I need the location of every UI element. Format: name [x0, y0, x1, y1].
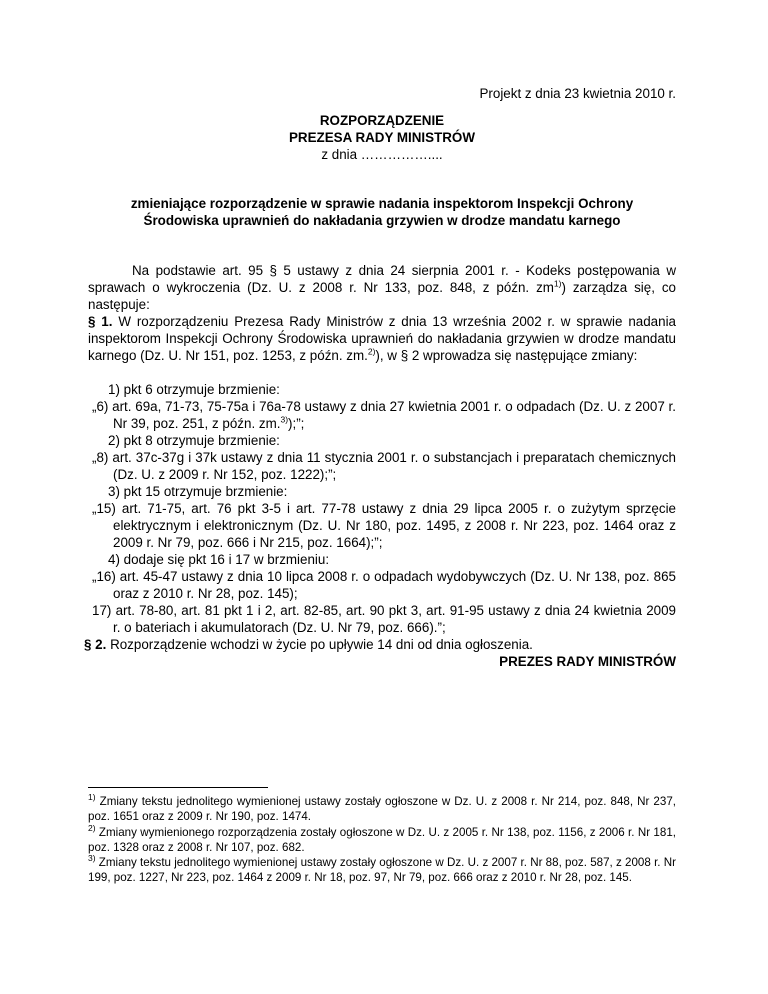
footnote-ref-2: 2): [367, 346, 376, 357]
paragraph-1-text: W rozporządzeniu Prezesa Rady Ministrów z dnia 13 września 2002 r. w sprawie nadania inspektorom Inspekcji Ochrony Środowiska uprawnień do nakładania grzywien w drodze mandatu karnego (Dz. U. Nr 151, poz. 1253, z późn. zm.: [88, 314, 676, 363]
point-6-text-end: );”;: [288, 416, 305, 431]
footnote-ref-1: 1): [553, 278, 562, 289]
main-body: [84, 262, 676, 653]
footnote-3: [88, 855, 676, 886]
footnote-2: [88, 822, 676, 856]
amended-point-6: [88, 398, 676, 432]
amendment-intro-3: 3) pkt 15 otrzymuje brzmienie:: [108, 484, 288, 499]
title-line-1: ROZPORZĄDZENIE: [319, 113, 445, 128]
preamble: [88, 262, 676, 313]
paragraph-1-label: § 1.: [88, 314, 113, 329]
footnote-ref-3: 3): [280, 414, 289, 425]
subject-line-2: Środowiska uprawnień do nakładania grzywien w drodze mandatu karnego: [143, 213, 621, 228]
added-point-17: 17) art. 78-80, art. 81 pkt 1 i 2, art. 82-85, art. 90 pkt 3, art. 91-95 ustawy z dnia 24 kwietnia 2009 r. o bateriach i akumulatorach (Dz. U. Nr 79, poz. 666).”;: [92, 603, 676, 635]
preamble-text: Na podstawie art. 95 § 5 ustawy z dnia 24 sierpnia 2001 r. - Kodeks postępowania w sprawach o wykroczenia (Dz. U. z 2008 r. Nr 133, poz. 848, z późn. zm: [88, 263, 676, 295]
paragraph-1: [88, 313, 676, 364]
footnote-separator: [88, 787, 268, 788]
date-line: z dnia ……………....: [321, 147, 443, 162]
preamble-text-end: ) zarządza się, co następuje:: [88, 280, 676, 312]
footnotes: [88, 787, 676, 886]
subject-line-1: zmieniające rozporządzenie w sprawie nadania inspektorom Inspekcji Ochrony: [130, 196, 634, 211]
footnote-2-text: Zmiany wymienionego rozporządzenia zostały ogłoszone w Dz. U. z 2005 r. Nr 138, poz. 1156, z 2006 r. Nr 181, poz. 1328 oraz z 2008 r. Nr 107, poz. 682.: [88, 825, 676, 854]
footnote-3-text: Zmiany tekstu jednolitego wymienionej ustawy zostały ogłoszone w Dz. U. z 2007 r. Nr 88, poz. 587, z 2008 r. Nr 199, poz. 1227, Nr 223, poz. 1464 z 2009 r. Nr 18, poz. 97, Nr 79, poz. 666 oraz z 2010 r. Nr 28, poz. 145.: [88, 856, 676, 885]
subject-heading: [88, 195, 676, 229]
amended-point-15: „15) art. 71-75, art. 76 pkt 3-5 i art. 77-78 ustawy z dnia 29 lipca 2005 r. o zużytym sprzęcie elektrycznym i elektronicznym (Dz. U. Nr 180, poz. 1495, z 2008 r. Nr 223, poz. 1464 oraz z 2009 r. Nr 79, poz. 666 i Nr 215, poz. 1664);”;: [92, 501, 676, 550]
added-point-16: „16) art. 45-47 ustawy z dnia 10 lipca 2008 r. o odpadach wydobywczych (Dz. U. Nr 138, poz. 865 oraz z 2010 r. Nr 28, poz. 145);: [92, 569, 676, 601]
amended-point-8: „8) art. 37c-37g i 37k ustawy z dnia 11 stycznia 2001 r. o substancjach i preparatach chemicznych (Dz. U. z 2009 r. Nr 152, poz. 1222);”;: [92, 450, 676, 482]
document-heading: [88, 112, 676, 163]
signature: PREZES RADY MINISTRÓW: [499, 654, 676, 669]
footnote-3-mark: 3): [88, 853, 96, 864]
amendment-intro-4: 4) dodaje się pkt 16 i 17 w brzmieniu:: [108, 552, 330, 567]
paragraph-1-text-end: ), w § 2 wprowadza się następujące zmiany:: [375, 348, 638, 363]
amendment-intro-1: 1) pkt 6 otrzymuje brzmienie:: [108, 382, 280, 397]
title-line-2: PREZESA RADY MINISTRÓW: [289, 130, 475, 145]
paragraph-2: [84, 636, 676, 653]
footnote-2-mark: 2): [88, 822, 96, 833]
footnote-1-mark: 1): [88, 792, 96, 803]
paragraph-2-label: § 2.: [84, 637, 107, 652]
amendment-intro-2: 2) pkt 8 otrzymuje brzmienie:: [108, 433, 280, 448]
footnote-1-text: Zmiany tekstu jednolitego wymienionej ustawy zostały ogłoszone w Dz. U. z 2008 r. Nr 214, poz. 848, Nr 237, poz. 1651 oraz z 2009 r. Nr 190, poz. 1474.: [88, 795, 676, 824]
footnote-1: [88, 794, 676, 825]
project-date-line: Projekt z dnia 23 kwietnia 2010 r.: [479, 86, 676, 101]
paragraph-2-text: Rozporządzenie wchodzi w życie po upływie 14 dni od dnia ogłoszenia.: [106, 637, 533, 652]
point-6-text: „6) art. 69a, 71-73, 75-75a i 76a-78 ustawy z dnia 27 kwietnia 2001 r. o odpadach (Dz. U. z 2007 r. Nr 39, poz. 251, z późn. zm.: [92, 399, 676, 431]
